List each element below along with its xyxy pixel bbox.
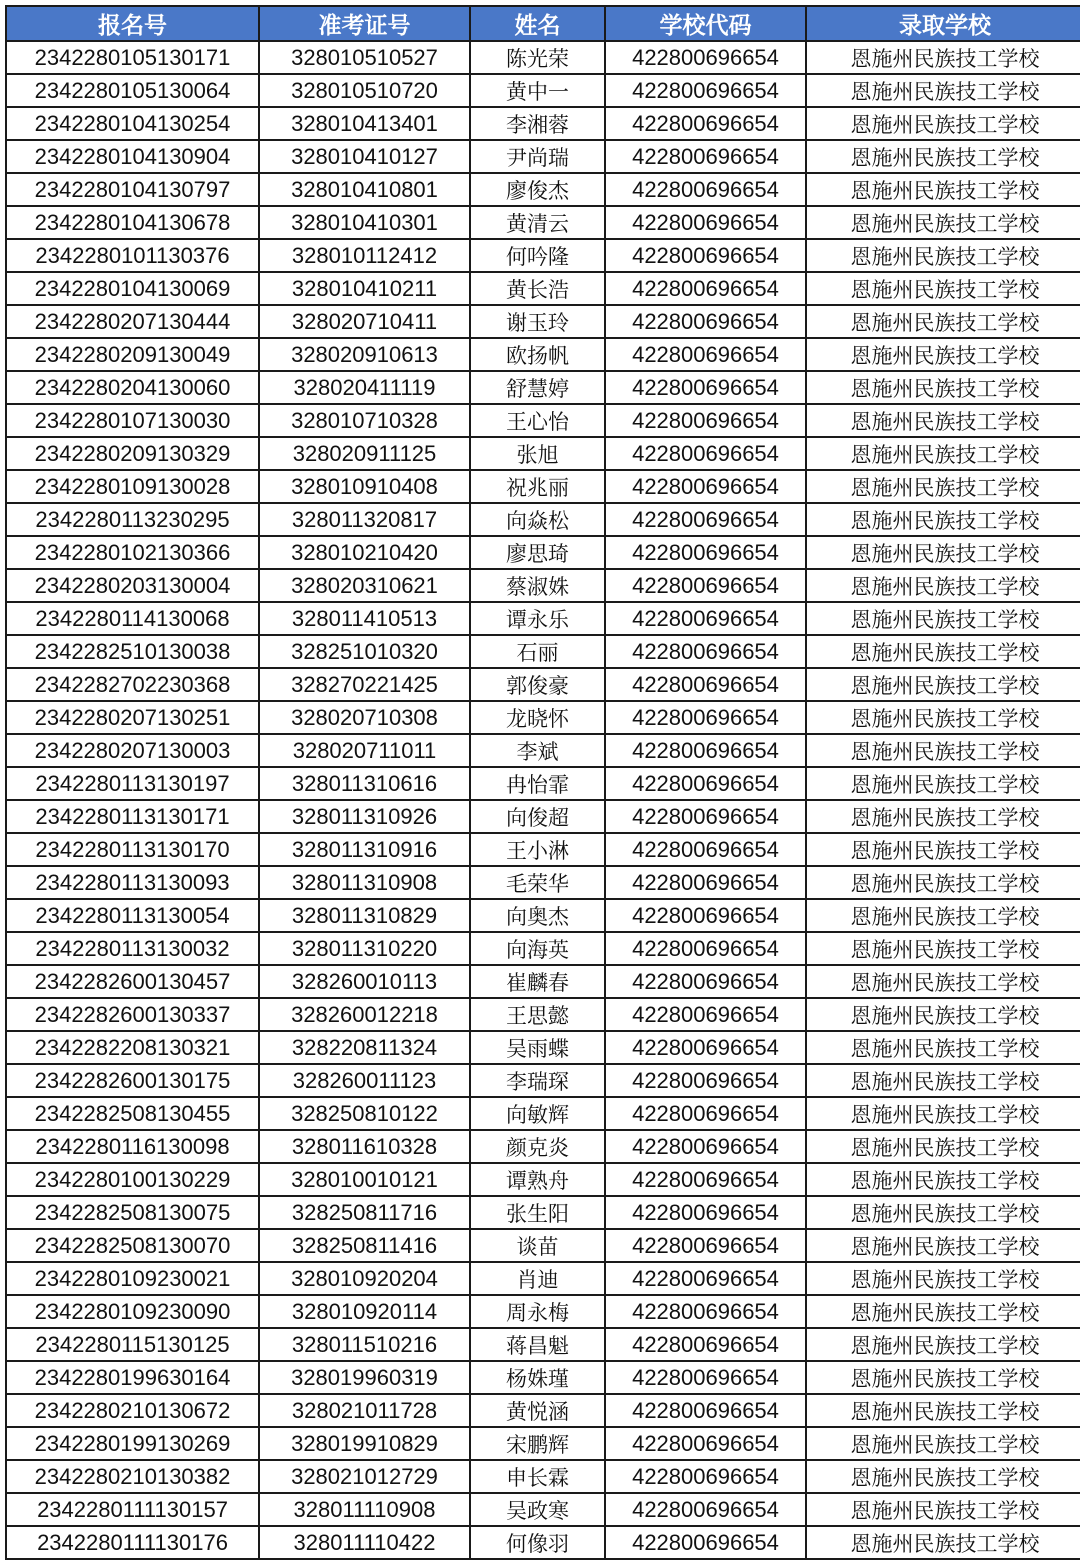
- registration-number-cell: 2342280207130444: [6, 305, 259, 338]
- table-row: [6, 899, 1080, 932]
- school-code-cell: 422800696654: [605, 272, 806, 305]
- school-code-cell: 422800696654: [605, 1163, 806, 1196]
- name-cell: 谭永乐: [470, 602, 605, 635]
- admitted-school-cell: 恩施州民族技工学校: [806, 1427, 1080, 1460]
- admitted-school-cell: 恩施州民族技工学校: [806, 1196, 1080, 1229]
- admitted-school-cell: 恩施州民族技工学校: [806, 1031, 1080, 1064]
- school-code-cell: 422800696654: [605, 767, 806, 800]
- table-row: [6, 1130, 1080, 1163]
- exam-ticket-number-cell: 328021012729: [259, 1460, 470, 1493]
- registration-number-cell: 2342280210130382: [6, 1460, 259, 1493]
- table-body: [6, 41, 1080, 1559]
- name-cell: 蔡淑姝: [470, 569, 605, 602]
- table-row: [6, 734, 1080, 767]
- admission-table: [5, 5, 1080, 1560]
- table-row: [6, 107, 1080, 140]
- admitted-school-cell: 恩施州民族技工学校: [806, 800, 1080, 833]
- exam-ticket-number-cell: 328251010320: [259, 635, 470, 668]
- admitted-school-cell: 恩施州民族技工学校: [806, 1064, 1080, 1097]
- exam-ticket-number-cell: 328010920204: [259, 1262, 470, 1295]
- name-cell: 郭俊豪: [470, 668, 605, 701]
- school-code-cell: 422800696654: [605, 1328, 806, 1361]
- exam-ticket-number-cell: 328010710328: [259, 404, 470, 437]
- table-row: [6, 569, 1080, 602]
- school-code-cell: 422800696654: [605, 701, 806, 734]
- name-cell: 舒慧婷: [470, 371, 605, 404]
- admitted-school-cell: 恩施州民族技工学校: [806, 932, 1080, 965]
- name-cell: 谈苗: [470, 1229, 605, 1262]
- school-code-cell: 422800696654: [605, 1262, 806, 1295]
- table-row: [6, 74, 1080, 107]
- exam-ticket-number-cell: 328220811324: [259, 1031, 470, 1064]
- name-cell: 申长霖: [470, 1460, 605, 1493]
- exam-ticket-number-cell: 328010510720: [259, 74, 470, 107]
- name-cell: 向俊超: [470, 800, 605, 833]
- exam-ticket-number-cell: 328270221425: [259, 668, 470, 701]
- table-row: [6, 668, 1080, 701]
- table-row: [6, 1328, 1080, 1361]
- name-cell: 黄长浩: [470, 272, 605, 305]
- name-cell: 张旭: [470, 437, 605, 470]
- name-cell: 张生阳: [470, 1196, 605, 1229]
- name-cell: 欧扬帆: [470, 338, 605, 371]
- school-code-cell: 422800696654: [605, 206, 806, 239]
- name-cell: 龙晓怀: [470, 701, 605, 734]
- name-cell: 颜克炎: [470, 1130, 605, 1163]
- school-code-cell: 422800696654: [605, 1130, 806, 1163]
- table-row: [6, 1229, 1080, 1262]
- name-cell: 廖思琦: [470, 536, 605, 569]
- header-school-code: 学校代码: [605, 6, 806, 41]
- admitted-school-cell: 恩施州民族技工学校: [806, 338, 1080, 371]
- table-row: [6, 965, 1080, 998]
- exam-ticket-number-cell: 328260012218: [259, 998, 470, 1031]
- exam-ticket-number-cell: 328010410801: [259, 173, 470, 206]
- admitted-school-cell: 恩施州民族技工学校: [806, 107, 1080, 140]
- table-row: [6, 305, 1080, 338]
- table-row: [6, 767, 1080, 800]
- name-cell: 向海英: [470, 932, 605, 965]
- exam-ticket-number-cell: 328019960319: [259, 1361, 470, 1394]
- school-code-cell: 422800696654: [605, 404, 806, 437]
- table-row: [6, 140, 1080, 173]
- table-row: [6, 1526, 1080, 1559]
- exam-ticket-number-cell: 328011110422: [259, 1526, 470, 1559]
- name-cell: 毛荣华: [470, 866, 605, 899]
- registration-number-cell: 2342280113130171: [6, 800, 259, 833]
- admitted-school-cell: 恩施州民族技工学校: [806, 1361, 1080, 1394]
- exam-ticket-number-cell: 328010510527: [259, 41, 470, 74]
- admitted-school-cell: 恩施州民族技工学校: [806, 1460, 1080, 1493]
- table-row: [6, 635, 1080, 668]
- exam-ticket-number-cell: 328021011728: [259, 1394, 470, 1427]
- registration-number-cell: 2342280109130028: [6, 470, 259, 503]
- exam-ticket-number-cell: 328010112412: [259, 239, 470, 272]
- school-code-cell: 422800696654: [605, 1394, 806, 1427]
- exam-ticket-number-cell: 328020710411: [259, 305, 470, 338]
- registration-number-cell: 2342280113130093: [6, 866, 259, 899]
- registration-number-cell: 2342282702230368: [6, 668, 259, 701]
- exam-ticket-number-cell: 328020910613: [259, 338, 470, 371]
- admitted-school-cell: 恩施州民族技工学校: [806, 470, 1080, 503]
- registration-number-cell: 2342282600130175: [6, 1064, 259, 1097]
- registration-number-cell: 2342280104130678: [6, 206, 259, 239]
- school-code-cell: 422800696654: [605, 1460, 806, 1493]
- school-code-cell: 422800696654: [605, 866, 806, 899]
- school-code-cell: 422800696654: [605, 173, 806, 206]
- registration-number-cell: 2342280113130197: [6, 767, 259, 800]
- exam-ticket-number-cell: 328011320817: [259, 503, 470, 536]
- school-code-cell: 422800696654: [605, 1526, 806, 1559]
- exam-ticket-number-cell: 328020710308: [259, 701, 470, 734]
- admitted-school-cell: 恩施州民族技工学校: [806, 767, 1080, 800]
- table-row: [6, 536, 1080, 569]
- school-code-cell: 422800696654: [605, 1361, 806, 1394]
- school-code-cell: 422800696654: [605, 932, 806, 965]
- exam-ticket-number-cell: 328010010121: [259, 1163, 470, 1196]
- school-code-cell: 422800696654: [605, 41, 806, 74]
- admitted-school-cell: 恩施州民族技工学校: [806, 437, 1080, 470]
- table-row: [6, 1427, 1080, 1460]
- name-cell: 崔麟春: [470, 965, 605, 998]
- admitted-school-cell: 恩施州民族技工学校: [806, 272, 1080, 305]
- school-code-cell: 422800696654: [605, 602, 806, 635]
- table-header: [6, 6, 1080, 41]
- registration-number-cell: 2342280105130171: [6, 41, 259, 74]
- registration-number-cell: 2342280207130003: [6, 734, 259, 767]
- school-code-cell: 422800696654: [605, 965, 806, 998]
- exam-ticket-number-cell: 328250810122: [259, 1097, 470, 1130]
- name-cell: 谢玉玲: [470, 305, 605, 338]
- school-code-cell: 422800696654: [605, 800, 806, 833]
- name-cell: 吴雨蝶: [470, 1031, 605, 1064]
- admitted-school-cell: 恩施州民族技工学校: [806, 965, 1080, 998]
- table-row: [6, 173, 1080, 206]
- registration-number-cell: 2342280104130254: [6, 107, 259, 140]
- name-cell: 李湘蓉: [470, 107, 605, 140]
- admitted-school-cell: 恩施州民族技工学校: [806, 1526, 1080, 1559]
- table-row: [6, 1460, 1080, 1493]
- admitted-school-cell: 恩施州民族技工学校: [806, 536, 1080, 569]
- registration-number-cell: 2342282508130075: [6, 1196, 259, 1229]
- admitted-school-cell: 恩施州民族技工学校: [806, 569, 1080, 602]
- name-cell: 何像羽: [470, 1526, 605, 1559]
- school-code-cell: 422800696654: [605, 1229, 806, 1262]
- name-cell: 王小淋: [470, 833, 605, 866]
- registration-number-cell: 2342280107130030: [6, 404, 259, 437]
- exam-ticket-number-cell: 328020711011: [259, 734, 470, 767]
- school-code-cell: 422800696654: [605, 107, 806, 140]
- registration-number-cell: 2342280111130176: [6, 1526, 259, 1559]
- table-row: [6, 1064, 1080, 1097]
- exam-ticket-number-cell: 328260011123: [259, 1064, 470, 1097]
- admitted-school-cell: 恩施州民族技工学校: [806, 734, 1080, 767]
- admitted-school-cell: 恩施州民族技工学校: [806, 1493, 1080, 1526]
- table-row: [6, 932, 1080, 965]
- admitted-school-cell: 恩施州民族技工学校: [806, 1097, 1080, 1130]
- header-name: 姓名: [470, 6, 605, 41]
- table-row: [6, 998, 1080, 1031]
- table-row: [6, 1493, 1080, 1526]
- registration-number-cell: 2342280101130376: [6, 239, 259, 272]
- table-row: [6, 470, 1080, 503]
- registration-number-cell: 2342280199130269: [6, 1427, 259, 1460]
- table-row: [6, 800, 1080, 833]
- registration-number-cell: 2342280104130904: [6, 140, 259, 173]
- name-cell: 向敏辉: [470, 1097, 605, 1130]
- table-row: [6, 1262, 1080, 1295]
- table-row: [6, 1196, 1080, 1229]
- admitted-school-cell: 恩施州民族技工学校: [806, 1328, 1080, 1361]
- table-row: [6, 338, 1080, 371]
- table-row: [6, 701, 1080, 734]
- exam-ticket-number-cell: 328011310916: [259, 833, 470, 866]
- name-cell: 向焱松: [470, 503, 605, 536]
- table-row: [6, 206, 1080, 239]
- admitted-school-cell: 恩施州民族技工学校: [806, 701, 1080, 734]
- school-code-cell: 422800696654: [605, 1064, 806, 1097]
- school-code-cell: 422800696654: [605, 437, 806, 470]
- header-exam-ticket-number: 准考证号: [259, 6, 470, 41]
- name-cell: 王思懿: [470, 998, 605, 1031]
- header-registration-number: 报名号: [6, 6, 259, 41]
- registration-number-cell: 2342280209130329: [6, 437, 259, 470]
- header-admitted-school: 录取学校: [806, 6, 1080, 41]
- school-code-cell: 422800696654: [605, 74, 806, 107]
- registration-number-cell: 2342280102130366: [6, 536, 259, 569]
- name-cell: 向奥杰: [470, 899, 605, 932]
- school-code-cell: 422800696654: [605, 1295, 806, 1328]
- exam-ticket-number-cell: 328011310220: [259, 932, 470, 965]
- exam-ticket-number-cell: 328010413401: [259, 107, 470, 140]
- registration-number-cell: 2342282510130038: [6, 635, 259, 668]
- school-code-cell: 422800696654: [605, 1427, 806, 1460]
- exam-ticket-number-cell: 328020411119: [259, 371, 470, 404]
- registration-number-cell: 2342280113130170: [6, 833, 259, 866]
- table-row: [6, 602, 1080, 635]
- registration-number-cell: 2342280115130125: [6, 1328, 259, 1361]
- exam-ticket-number-cell: 328011610328: [259, 1130, 470, 1163]
- header-row: [6, 6, 1080, 41]
- exam-ticket-number-cell: 328011410513: [259, 602, 470, 635]
- name-cell: 黄悦涵: [470, 1394, 605, 1427]
- school-code-cell: 422800696654: [605, 239, 806, 272]
- table-row: [6, 437, 1080, 470]
- school-code-cell: 422800696654: [605, 668, 806, 701]
- admitted-school-cell: 恩施州民族技工学校: [806, 833, 1080, 866]
- admitted-school-cell: 恩施州民族技工学校: [806, 1229, 1080, 1262]
- school-code-cell: 422800696654: [605, 1196, 806, 1229]
- school-code-cell: 422800696654: [605, 1031, 806, 1064]
- admitted-school-cell: 恩施州民族技工学校: [806, 1262, 1080, 1295]
- admitted-school-cell: 恩施州民族技工学校: [806, 74, 1080, 107]
- table-row: [6, 833, 1080, 866]
- admitted-school-cell: 恩施州民族技工学校: [806, 635, 1080, 668]
- registration-number-cell: 2342282208130321: [6, 1031, 259, 1064]
- registration-number-cell: 2342280113130032: [6, 932, 259, 965]
- admitted-school-cell: 恩施州民族技工学校: [806, 206, 1080, 239]
- registration-number-cell: 2342282600130337: [6, 998, 259, 1031]
- admitted-school-cell: 恩施州民族技工学校: [806, 1394, 1080, 1427]
- registration-number-cell: 2342280111130157: [6, 1493, 259, 1526]
- table-row: [6, 1295, 1080, 1328]
- admitted-school-cell: 恩施州民族技工学校: [806, 1295, 1080, 1328]
- registration-number-cell: 2342282600130457: [6, 965, 259, 998]
- admitted-school-cell: 恩施州民族技工学校: [806, 239, 1080, 272]
- school-code-cell: 422800696654: [605, 338, 806, 371]
- table-row: [6, 1031, 1080, 1064]
- table-row: [6, 272, 1080, 305]
- admitted-school-cell: 恩施州民族技工学校: [806, 305, 1080, 338]
- exam-ticket-number-cell: 328020911125: [259, 437, 470, 470]
- table-row: [6, 239, 1080, 272]
- name-cell: 黄清云: [470, 206, 605, 239]
- table-row: [6, 41, 1080, 74]
- table-row: [6, 1361, 1080, 1394]
- admitted-school-cell: 恩施州民族技工学校: [806, 173, 1080, 206]
- registration-number-cell: 2342280199630164: [6, 1361, 259, 1394]
- table-row: [6, 503, 1080, 536]
- school-code-cell: 422800696654: [605, 140, 806, 173]
- admitted-school-cell: 恩施州民族技工学校: [806, 371, 1080, 404]
- registration-number-cell: 2342282508130455: [6, 1097, 259, 1130]
- admitted-school-cell: 恩施州民族技工学校: [806, 404, 1080, 437]
- school-code-cell: 422800696654: [605, 734, 806, 767]
- exam-ticket-number-cell: 328020310621: [259, 569, 470, 602]
- table-row: [6, 371, 1080, 404]
- exam-ticket-number-cell: 328011510216: [259, 1328, 470, 1361]
- exam-ticket-number-cell: 328011310908: [259, 866, 470, 899]
- table-row: [6, 1394, 1080, 1427]
- school-code-cell: 422800696654: [605, 371, 806, 404]
- exam-ticket-number-cell: 328011310926: [259, 800, 470, 833]
- registration-number-cell: 2342280113230295: [6, 503, 259, 536]
- name-cell: 周永梅: [470, 1295, 605, 1328]
- admitted-school-cell: 恩施州民族技工学校: [806, 41, 1080, 74]
- school-code-cell: 422800696654: [605, 503, 806, 536]
- name-cell: 杨姝瑾: [470, 1361, 605, 1394]
- exam-ticket-number-cell: 328011310829: [259, 899, 470, 932]
- registration-number-cell: 2342282508130070: [6, 1229, 259, 1262]
- exam-ticket-number-cell: 328250811416: [259, 1229, 470, 1262]
- registration-number-cell: 2342280104130069: [6, 272, 259, 305]
- admitted-school-cell: 恩施州民族技工学校: [806, 1130, 1080, 1163]
- registration-number-cell: 2342280209130049: [6, 338, 259, 371]
- name-cell: 尹尚瑞: [470, 140, 605, 173]
- admitted-school-cell: 恩施州民族技工学校: [806, 140, 1080, 173]
- school-code-cell: 422800696654: [605, 635, 806, 668]
- table-row: [6, 866, 1080, 899]
- registration-number-cell: 2342280105130064: [6, 74, 259, 107]
- school-code-cell: 422800696654: [605, 305, 806, 338]
- name-cell: 祝兆丽: [470, 470, 605, 503]
- school-code-cell: 422800696654: [605, 569, 806, 602]
- school-code-cell: 422800696654: [605, 998, 806, 1031]
- name-cell: 谭熟舟: [470, 1163, 605, 1196]
- school-code-cell: 422800696654: [605, 470, 806, 503]
- admitted-school-cell: 恩施州民族技工学校: [806, 503, 1080, 536]
- school-code-cell: 422800696654: [605, 899, 806, 932]
- exam-ticket-number-cell: 328010910408: [259, 470, 470, 503]
- table-row: [6, 1163, 1080, 1196]
- admitted-school-cell: 恩施州民族技工学校: [806, 1163, 1080, 1196]
- name-cell: 吴政寒: [470, 1493, 605, 1526]
- exam-ticket-number-cell: 328010410127: [259, 140, 470, 173]
- exam-ticket-number-cell: 328010920114: [259, 1295, 470, 1328]
- school-code-cell: 422800696654: [605, 536, 806, 569]
- school-code-cell: 422800696654: [605, 833, 806, 866]
- registration-number-cell: 2342280210130672: [6, 1394, 259, 1427]
- registration-number-cell: 2342280104130797: [6, 173, 259, 206]
- exam-ticket-number-cell: 328260010113: [259, 965, 470, 998]
- registration-number-cell: 2342280207130251: [6, 701, 259, 734]
- exam-ticket-number-cell: 328011110908: [259, 1493, 470, 1526]
- registration-number-cell: 2342280109230090: [6, 1295, 259, 1328]
- registration-number-cell: 2342280114130068: [6, 602, 259, 635]
- admitted-school-cell: 恩施州民族技工学校: [806, 668, 1080, 701]
- school-code-cell: 422800696654: [605, 1493, 806, 1526]
- exam-ticket-number-cell: 328010410301: [259, 206, 470, 239]
- registration-number-cell: 2342280116130098: [6, 1130, 259, 1163]
- name-cell: 李斌: [470, 734, 605, 767]
- name-cell: 冉怡霏: [470, 767, 605, 800]
- name-cell: 宋鹏辉: [470, 1427, 605, 1460]
- school-code-cell: 422800696654: [605, 1097, 806, 1130]
- name-cell: 何吟隆: [470, 239, 605, 272]
- name-cell: 廖俊杰: [470, 173, 605, 206]
- registration-number-cell: 2342280113130054: [6, 899, 259, 932]
- registration-number-cell: 2342280203130004: [6, 569, 259, 602]
- registration-number-cell: 2342280109230021: [6, 1262, 259, 1295]
- name-cell: 黄中一: [470, 74, 605, 107]
- exam-ticket-number-cell: 328250811716: [259, 1196, 470, 1229]
- admitted-school-cell: 恩施州民族技工学校: [806, 866, 1080, 899]
- exam-ticket-number-cell: 328019910829: [259, 1427, 470, 1460]
- name-cell: 李瑞琛: [470, 1064, 605, 1097]
- name-cell: 蒋昌魁: [470, 1328, 605, 1361]
- name-cell: 王心怡: [470, 404, 605, 437]
- table-row: [6, 1097, 1080, 1130]
- exam-ticket-number-cell: 328011310616: [259, 767, 470, 800]
- registration-number-cell: 2342280100130229: [6, 1163, 259, 1196]
- exam-ticket-number-cell: 328010410211: [259, 272, 470, 305]
- table-row: [6, 404, 1080, 437]
- name-cell: 石丽: [470, 635, 605, 668]
- admitted-school-cell: 恩施州民族技工学校: [806, 602, 1080, 635]
- admitted-school-cell: 恩施州民族技工学校: [806, 998, 1080, 1031]
- admitted-school-cell: 恩施州民族技工学校: [806, 899, 1080, 932]
- name-cell: 肖迪: [470, 1262, 605, 1295]
- exam-ticket-number-cell: 328010210420: [259, 536, 470, 569]
- registration-number-cell: 2342280204130060: [6, 371, 259, 404]
- name-cell: 陈光荣: [470, 41, 605, 74]
